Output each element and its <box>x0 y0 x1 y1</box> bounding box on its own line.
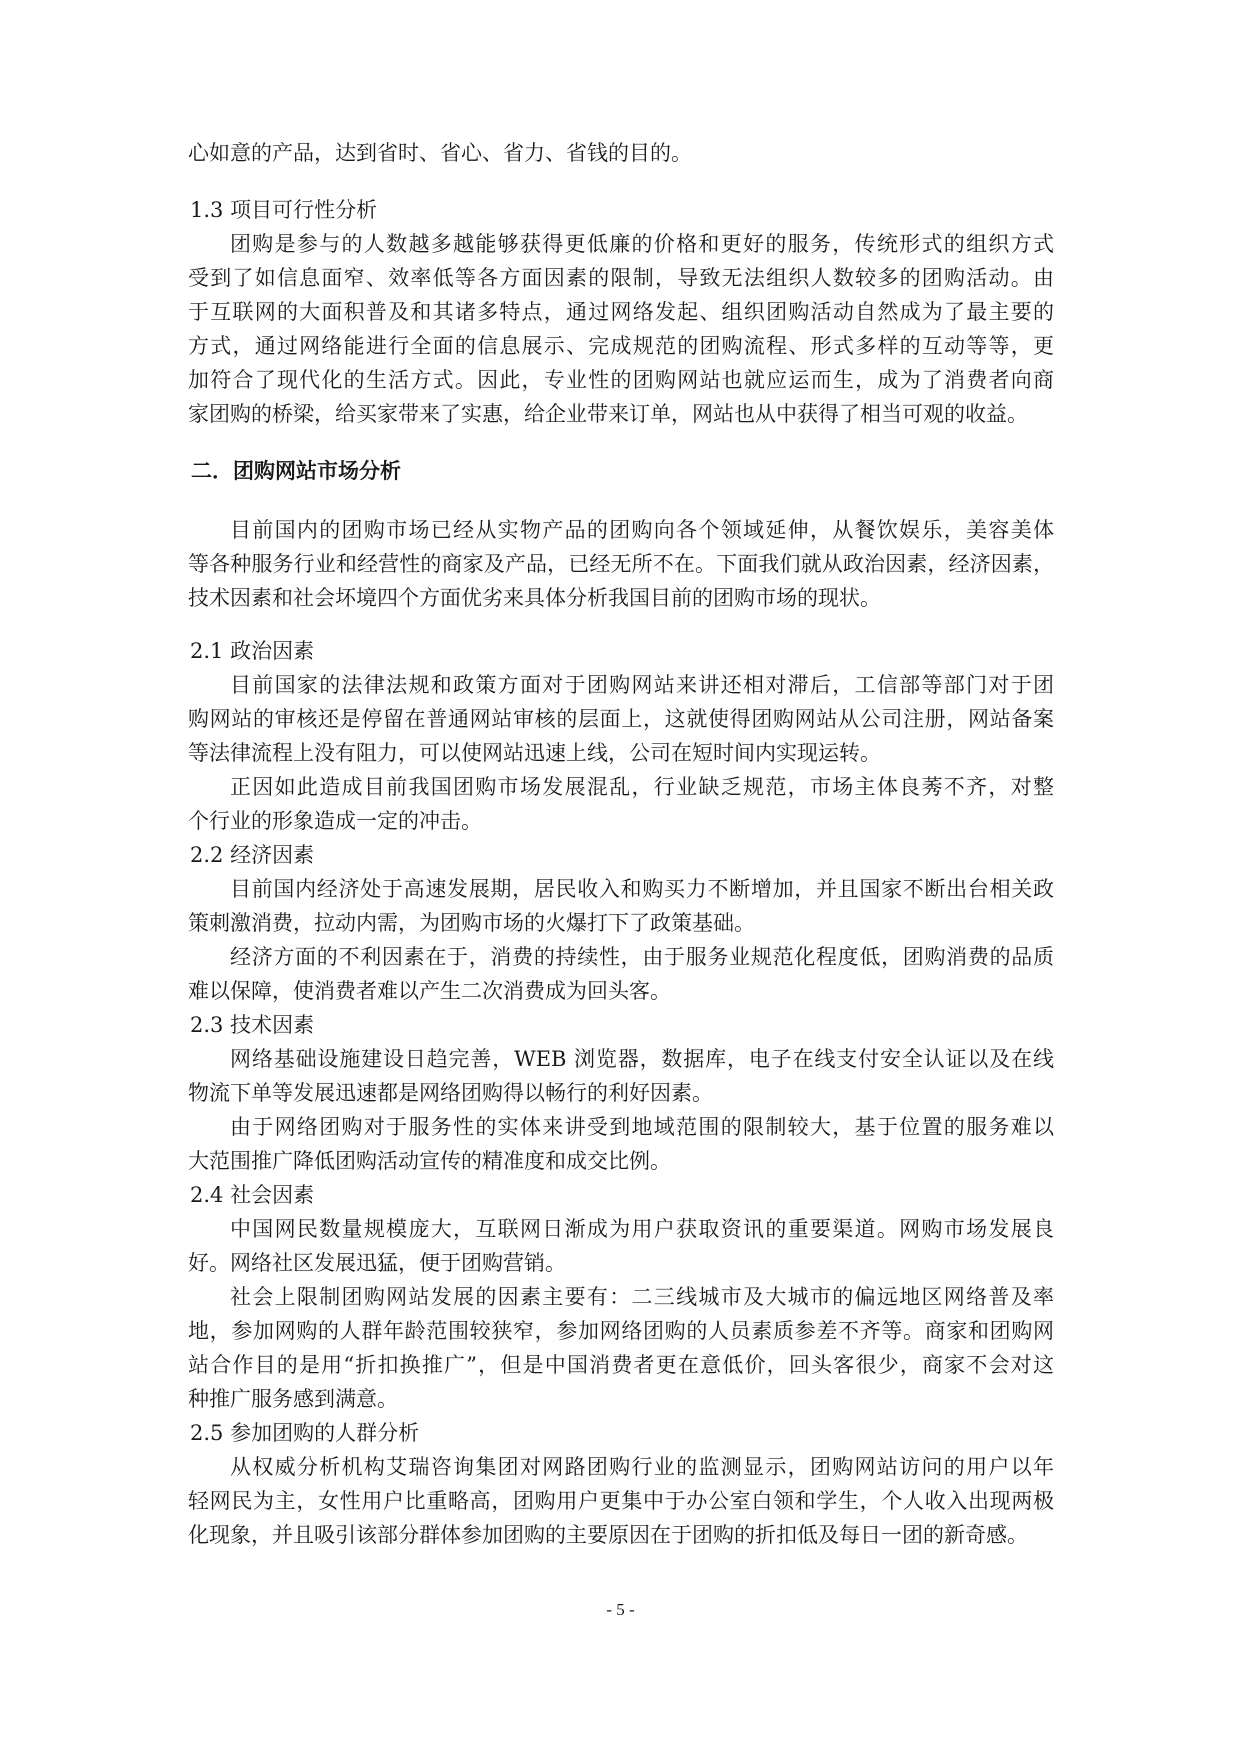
section-heading: 2.4 社会因素 <box>190 1183 315 1207</box>
paragraph-line: 物流下单等发展迅速都是网络团购得以畅行的利好因素。 <box>188 1081 713 1105</box>
paragraph-line: 家团购的桥梁，给买家带来了实惠，给企业带来订单，网站也从中获得了相当可观的收益。 <box>188 402 1028 426</box>
paragraph-line: 站合作目的是用“折扣换推广”，但是中国消费者更在意低价，回头客很少，商家不会对这 <box>188 1353 1054 1377</box>
section-heading: 二．团购网站市场分析 <box>191 458 401 483</box>
paragraph-line: 心如意的产品，达到省时、省心、省力、省钱的目的。 <box>188 141 692 165</box>
paragraph-line: 策刺激消费，拉动内需，为团购市场的火爆打下了政策基础。 <box>188 911 755 935</box>
paragraph-line: 种推广服务感到满意。 <box>188 1387 398 1411</box>
paragraph-line: 中国网民数量规模庞大，互联网日渐成为用户获取资讯的重要渠道。网购市场发展良 <box>230 1217 1054 1241</box>
paragraph-line: 化现象，并且吸引该部分群体参加团购的主要原因在于团购的折扣低及每日一团的新奇感。 <box>188 1523 1028 1547</box>
paragraph-line: 方式，通过网络能进行全面的信息展示、完成规范的团购流程、形式多样的互动等等，更 <box>188 334 1054 358</box>
paragraph-line: 网络基础设施建设日趋完善，WEB 浏览器，数据库，电子在线支付安全认证以及在线 <box>230 1047 1054 1071</box>
section-heading: 2.1 政治因素 <box>190 639 315 663</box>
section-heading: 1.3 项目可行性分析 <box>190 198 378 222</box>
section-heading: 2.5 参加团购的人群分析 <box>190 1421 420 1445</box>
page-number: - 5 - <box>606 1600 635 1619</box>
paragraph-line: 等各种服务行业和经营性的商家及产品，已经无所不在。下面我们就从政治因素，经济因素， <box>188 552 1054 576</box>
paragraph-line: 加符合了现代化的生活方式。因此，专业性的团购网站也就应运而生，成为了消费者向商 <box>188 368 1054 392</box>
paragraph-line: 地，参加网购的人群年龄范围较狭窄，参加网络团购的人员素质参差不齐等。商家和团购网 <box>188 1319 1054 1343</box>
paragraph-line: 好。网络社区发展迅猛，便于团购营销。 <box>188 1251 566 1275</box>
paragraph-line: 购网站的审核还是停留在普通网站审核的层面上，这就使得团购网站从公司注册，网站备案 <box>188 707 1054 731</box>
paragraph-line: 团购是参与的人数越多越能够获得更低廉的价格和更好的服务，传统形式的组织方式 <box>230 232 1054 256</box>
paragraph-line: 目前国内经济处于高速发展期，居民收入和购买力不断增加，并且国家不断出台相关政 <box>230 877 1054 901</box>
paragraph-line: 社会上限制团购网站发展的因素主要有：二三线城市及大城市的偏远地区网络普及率 <box>230 1285 1054 1309</box>
paragraph-line: 受到了如信息面窄、效率低等各方面因素的限制，导致无法组织人数较多的团购活动。由 <box>188 266 1054 290</box>
paragraph-line: 大范围推广降低团购活动宣传的精准度和成交比例。 <box>188 1149 671 1173</box>
paragraph-line: 个行业的形象造成一定的冲击。 <box>188 809 482 833</box>
paragraph-line: 正因如此造成目前我国团购市场发展混乱，行业缺乏规范，市场主体良莠不齐，对整 <box>230 775 1054 799</box>
paragraph-line: 经济方面的不利因素在于，消费的持续性，由于服务业规范化程度低，团购消费的品质 <box>230 945 1054 969</box>
section-heading: 2.3 技术因素 <box>190 1013 315 1037</box>
section-heading: 2.2 经济因素 <box>190 843 315 867</box>
paragraph-line: 从权威分析机构艾瑞咨询集团对网路团购行业的监测显示，团购网站访问的用户以年 <box>230 1455 1054 1479</box>
paragraph-line: 目前国内的团购市场已经从实物产品的团购向各个领域延伸，从餐饮娱乐，美容美体 <box>230 518 1054 542</box>
paragraph-line: 轻网民为主，女性用户比重略高，团购用户更集中于办公室白领和学生，个人收入出现两极 <box>188 1489 1054 1513</box>
paragraph-line: 等法律流程上没有阻力，可以使网站迅速上线，公司在短时间内实现运转。 <box>188 741 881 765</box>
paragraph-line: 于互联网的大面积普及和其诸多特点，通过网络发起、组织团购活动自然成为了最主要的 <box>188 300 1054 324</box>
paragraph-line: 难以保障，使消费者难以产生二次消费成为回头客。 <box>188 979 671 1003</box>
paragraph-line: 由于网络团购对于服务性的实体来讲受到地域范围的限制较大，基于位置的服务难以 <box>230 1115 1054 1139</box>
paragraph-line: 技术因素和社会坏境四个方面优劣来具体分析我国目前的团购市场的现状。 <box>188 586 881 610</box>
paragraph-line: 目前国家的法律法规和政策方面对于团购网站来讲还相对滞后，工信部等部门对于团 <box>230 673 1054 697</box>
